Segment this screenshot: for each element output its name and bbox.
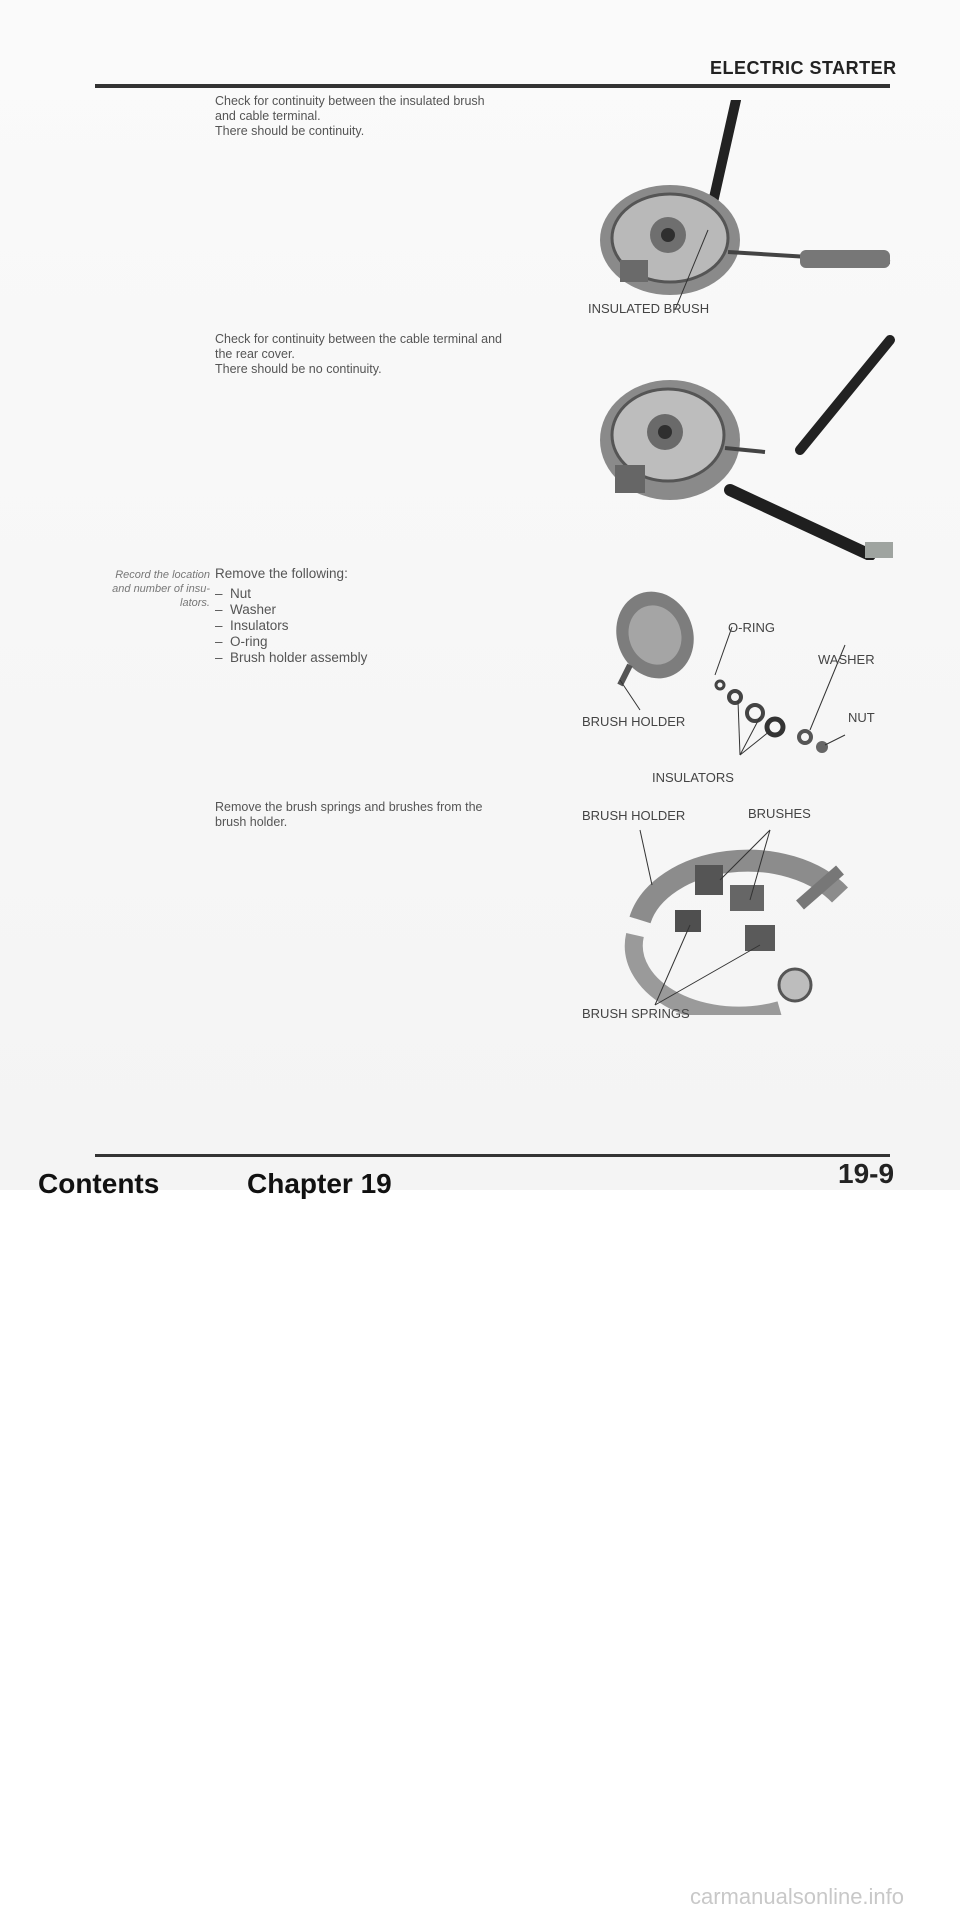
step4-line: brush holder. [215,815,288,829]
washer-label: WASHER [818,652,875,667]
brush-holder-brushes-photo [580,825,880,1015]
rear-cover-test-photo [560,330,900,560]
page-number: 19-9 [838,1158,895,1189]
list-item: – Washer [215,602,367,618]
brush-holder-label: BRUSH HOLDER [582,714,686,729]
list-item: – Brush holder assembly [215,650,367,666]
step2-line: There should be no continuity. [215,362,382,376]
step1-line: and cable terminal. [215,109,321,123]
side-note-line: lators. [180,597,210,609]
brushes-label: BRUSHES [748,806,811,821]
record-location-note [95,568,210,610]
chapter-link[interactable]: Chapter 19 [247,1168,392,1199]
list-item: – Nut [215,586,367,602]
footer-rule [95,1154,890,1157]
section-header-title: ELECTRIC STARTER [710,58,897,78]
step1-text [215,94,485,139]
o-ring-label: O-RING [728,620,775,635]
insulators-label: INSULATORS [652,770,734,785]
insulated-brush-label: INSULATED BRUSH [588,301,710,316]
step3-text [215,566,367,666]
list-item: – Insulators [215,618,367,634]
remove-intro: Remove the following: [215,566,348,581]
step2-line: the rear cover. [215,347,295,361]
step1-line: Check for continuity between the insulated brush [215,94,485,108]
brush-holder-exploded-photo [570,585,890,775]
list-item: – O-ring [215,634,367,650]
fig4-brush-holder-label: BRUSH HOLDER [582,808,686,823]
step4-line: Remove the brush springs and brushes from the [215,800,483,814]
step1-line: There should be continuity. [215,124,365,138]
side-note-line: Record the location [115,569,210,581]
brush-springs-label: BRUSH SPRINGS [582,1006,690,1021]
insulated-brush-test-photo [560,100,900,310]
site-watermark: carmanualsonline.info [690,1884,905,1909]
step2-text [215,332,502,377]
nut-label: NUT [848,710,875,725]
step4-text [215,800,483,830]
removal-list [215,586,367,666]
side-note-line: and number of insu- [112,583,210,595]
header-rule [95,84,890,88]
step2-line: Check for continuity between the cable terminal and [215,332,502,346]
contents-link[interactable]: Contents [38,1168,160,1199]
